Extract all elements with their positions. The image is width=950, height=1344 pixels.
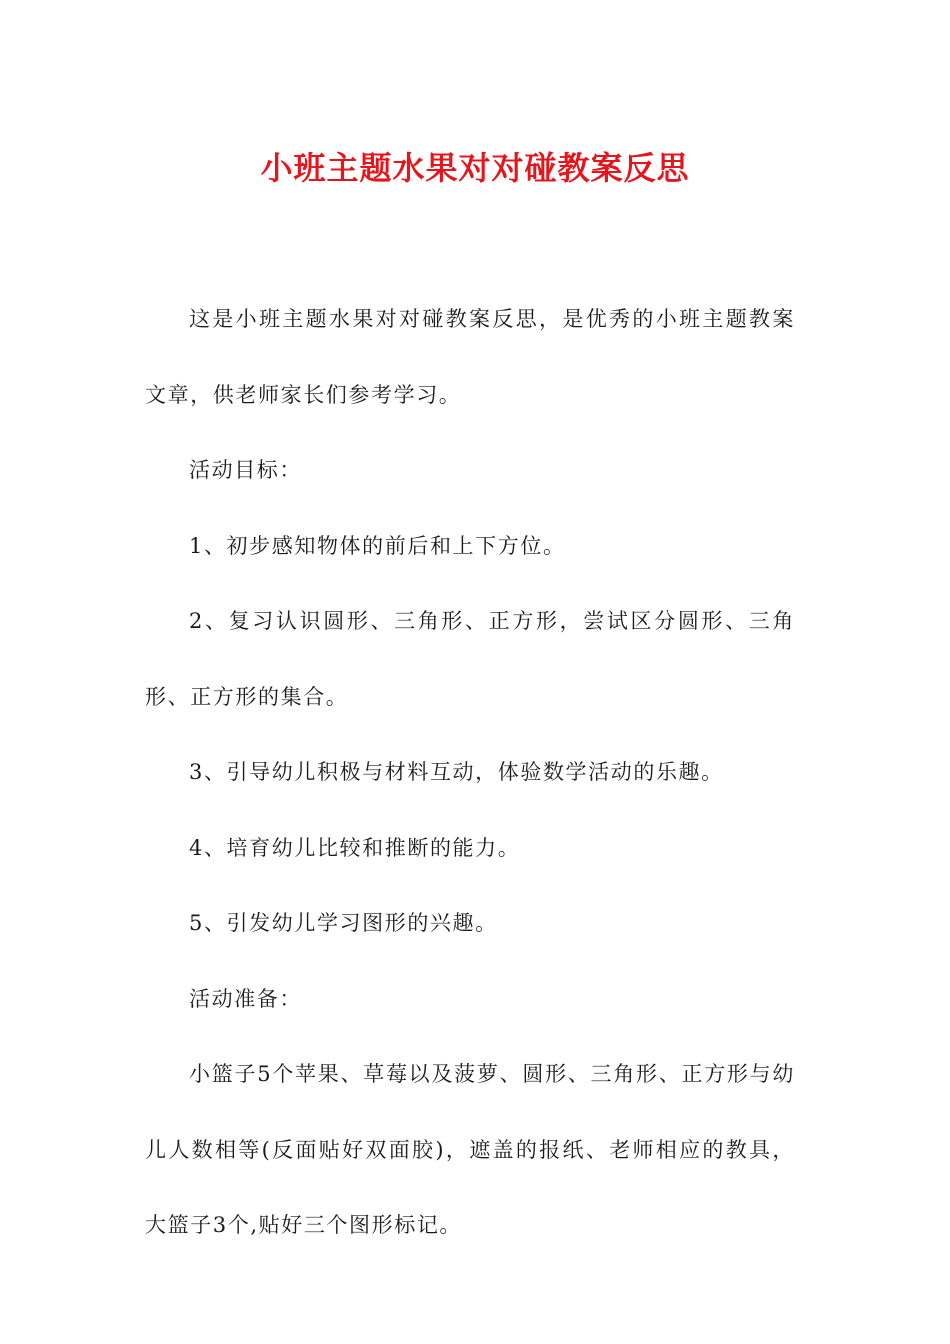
document-title: 小班主题水果对对碰教案反思 [260, 149, 690, 187]
section-heading-preparation: 活动准备： [189, 986, 302, 1011]
goal-item-2: 2、复习认识圆形、三角形、正方形，尝试区分圆形、三角形、正方形的集合。 [145, 609, 795, 709]
goal-item-4: 4、培育幼儿比较和推断的能力。 [189, 835, 521, 860]
section-heading-goals: 活动目标： [189, 458, 302, 482]
goal-item-3: 3、引导幼儿积极与材料互动，体验数学活动的乐趣。 [189, 760, 724, 784]
preparation-paragraph: 小篮子5个苹果、草莓以及菠萝、圆形、三角形、正方形与幼儿人数相等(反面贴好双面胶)，遮盖的报纸、老师相应的教具，大篮子3个,贴好三个图形标记。 [145, 1062, 795, 1237]
goal-item-5: 5、引发幼儿学习图形的兴趣。 [189, 911, 498, 935]
goal-item-1: 1、初步感知物体的前后和上下方位。 [189, 533, 566, 558]
document-body [145, 282, 795, 1264]
intro-paragraph: 这是小班主题水果对对碰教案反思，是优秀的小班主题教案文章，供老师家长们参考学习。 [145, 307, 795, 407]
